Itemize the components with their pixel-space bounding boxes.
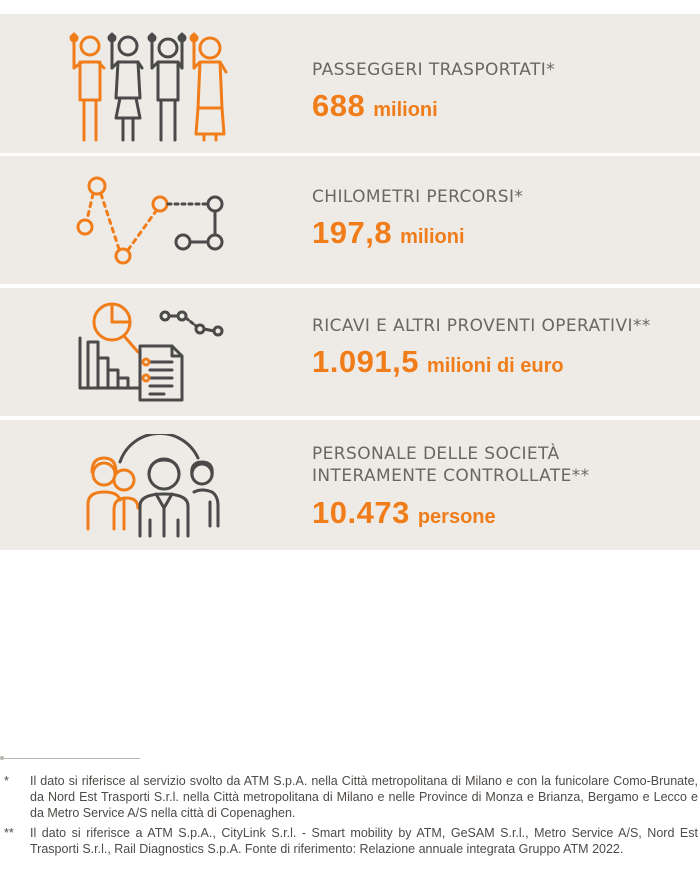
stat-label: PERSONALE DELLE SOCIETÀ INTERAMENTE CONTROLLATE** [312, 444, 590, 486]
stat-unit: milioni [373, 99, 438, 121]
stat-panel-kilometers [0, 156, 700, 284]
stat-value [312, 215, 465, 251]
footnote-text: Il dato si riferisce a ATM S.p.A., CityLink S.r.l. - Smart mobility by ATM, GeSAM S.r.l., Metro Service A/S, Nord Est Trasporti S.r.l., Rail Diagnostics S.p.A. Fonte di riferimento: Relazione annuale integrata Gruppo ATM 2022. [30, 826, 698, 856]
stat-panel-passengers [0, 14, 700, 153]
stat-number: 1.091,5 [312, 344, 419, 379]
stat-panel-revenue [0, 288, 700, 416]
stat-number: 197,8 [312, 215, 393, 250]
stat-unit: milioni [400, 226, 465, 248]
stat-number: 10.473 [312, 495, 410, 530]
staff-icon [60, 434, 240, 544]
stat-value [312, 495, 496, 531]
stat-panel-staff [0, 420, 700, 550]
stat-unit: milioni di euro [426, 355, 564, 377]
footnote-rule [0, 758, 140, 759]
stat-number: 688 [312, 88, 366, 123]
stat-label: CHILOMETRI PERCORSI* [312, 187, 524, 207]
stat-unit: persone [417, 506, 496, 528]
stat-value [312, 344, 564, 380]
route-icon [60, 174, 240, 269]
footnote-1 [0, 773, 700, 823]
footnote-text: Il dato si riferisce al servizio svolto da ATM S.p.A. nella Città metropolitana di Milano e con la funicolare Como-Brunate, da Nord Est Trasporti S.r.l. nella Città metropolitana di Milano e nelle Province di Monza e Brianza, Bergamo e Lecco e da Metro Service A/S nella città di Copenaghen. [30, 774, 698, 820]
footnote-2 [0, 825, 700, 875]
stat-label: PASSEGGERI TRASPORTATI* [312, 60, 556, 80]
footnote-mark: ** [4, 826, 14, 840]
revenue-report-icon [60, 300, 240, 405]
footnote-mark: * [4, 774, 9, 788]
stat-value [312, 88, 438, 124]
stat-label: RICAVI E ALTRI PROVENTI OPERATIVI** [312, 316, 651, 336]
passengers-icon [60, 28, 240, 143]
